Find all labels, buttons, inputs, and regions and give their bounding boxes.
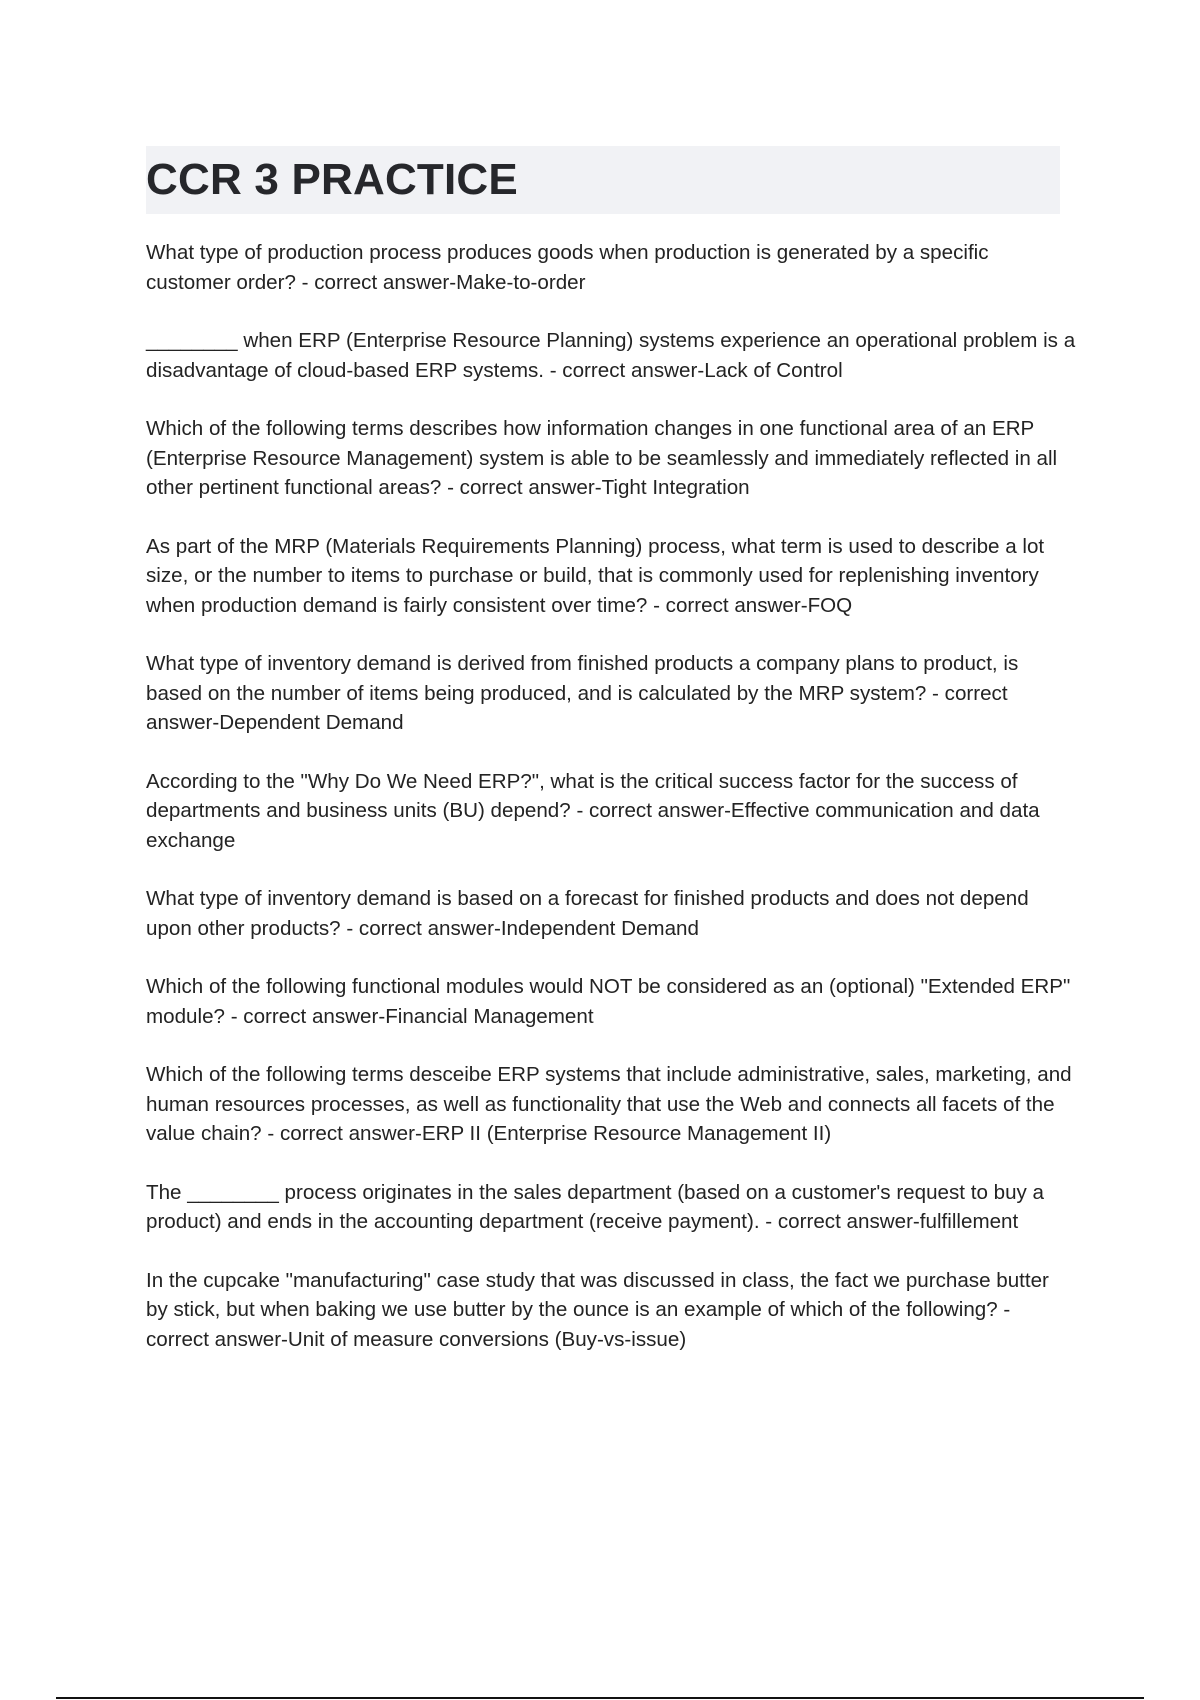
- question-item: Which of the following functional modules would NOT be considered as an (optional) "Extended ERP" module? - correct answer-Financial Management: [146, 975, 1071, 1028]
- footer-divider: [56, 1697, 1144, 1699]
- question-item: Which of the following terms desceibe ERP systems that include administrative, sales, marketing, and human resources processes, as well as functionality that use the Web and connects all facets of the value chain? - correct answer-ERP II (Enterprise Resource Management II): [146, 1063, 1072, 1145]
- question-item: According to the "Why Do We Need ERP?", what is the critical success factor for the success of departments and business units (BU) depend? - correct answer-Effective communication and data exchange: [146, 769, 1040, 852]
- question-list: [146, 238, 1076, 1383]
- question-item: Which of the following terms describes how information changes in one functional area of an ERP (Enterprise Resource Management) system is able to be seamlessly and immediately reflected in all other pertinent functional areas? - correct answer-Tight Integration: [146, 417, 1058, 499]
- question-item: What type of production process produces goods when production is generated by a specific customer order? - correct answer-Make-to-order: [146, 241, 989, 294]
- question-item: What type of inventory demand is derived from finished products a company plans to product, is based on the number of items being produced, and is calculated by the MRP system? - correct answer-Dependent Demand: [146, 652, 1019, 734]
- question-item: In the cupcake "manufacturing" case study that was discussed in class, the fact we purchase butter by stick, but when baking we use butter by the ounce is an example of which of the following? - correct answer-Unit of measure conversions (Buy-vs-issue): [146, 1268, 1049, 1351]
- question-item: The ________ process originates in the sales department (based on a customer's request to buy a product) and ends in the accounting department (receive payment). - correct answer-fulfillement: [146, 1180, 1045, 1233]
- question-item: What type of inventory demand is based on a forecast for finished products and does not depend upon other products? - correct answer-Independent Demand: [146, 887, 1029, 940]
- page-title: CCR 3 PRACTICE: [146, 155, 518, 204]
- question-item: As part of the MRP (Materials Requirements Planning) process, what term is used to describe a lot size, or the number to items to purchase or build, that is commonly used for replenishing inventory when production demand is fairly consistent over time? - correct answer-FOQ: [146, 534, 1045, 617]
- title-banner: [146, 146, 1060, 214]
- question-item: ________ when ERP (Enterprise Resource Planning) systems experience an operational problem is a disadvantage of cloud-based ERP systems. - correct answer-Lack of Control: [146, 329, 1076, 382]
